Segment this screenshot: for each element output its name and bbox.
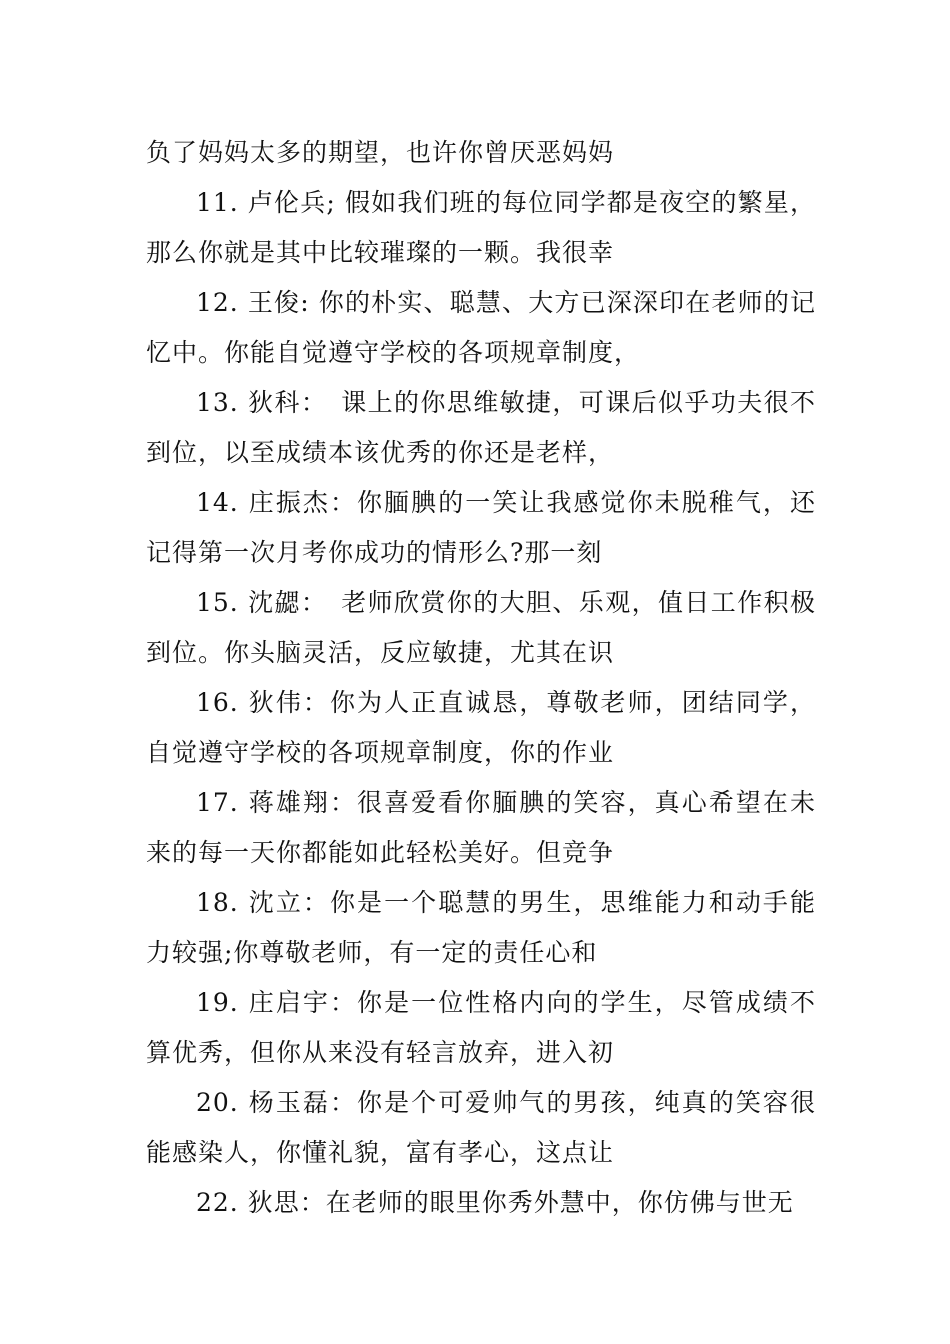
comment-13: 13. 狄科： 课上的你思维敏捷，可课后似乎功夫很不到位，以至成绩本该优秀的你还是老样， xyxy=(146,388,816,467)
comment-12: 12. 王俊: 你的朴实、聪慧、大方已深深印在老师的记忆中。你能自觉遵守学校的各项规章制度， xyxy=(146,288,816,367)
comment-15: 15. 沈勰： 老师欣赏你的大胆、乐观，值日工作积极到位。你头脑灵活，反应敏捷，尤其在识 xyxy=(146,588,816,667)
document-body xyxy=(146,128,816,1228)
comment-22: 22. 狄思：在老师的眼里你秀外慧中，你仿佛与世无 xyxy=(196,1188,794,1217)
comment-11: 11. 卢伦兵; 假如我们班的每位同学都是夜空的繁星，那么你就是其中比较璀璨的一颗。我很幸 xyxy=(146,188,816,267)
comment-17: 17. 蒋雄翔：很喜爱看你腼腆的笑容，真心希望在未来的每一天你都能如此轻松美好。但竞争 xyxy=(146,788,816,867)
comment-14: 14. 庄振杰：你腼腆的一笑让我感觉你未脱稚气，还记得第一次月考你成功的情形么?那一刻 xyxy=(146,488,816,567)
comment-16: 16. 狄伟：你为人正直诚恳，尊敬老师，团结同学，自觉遵守学校的各项规章制度，你的作业 xyxy=(146,688,816,767)
comment-19: 19. 庄启宇：你是一位性格内向的学生，尽管成绩不算优秀，但你从来没有轻言放弃，进入初 xyxy=(146,988,816,1067)
paragraph-continuation: 负了妈妈太多的期望，也许你曾厌恶妈妈 xyxy=(146,138,615,167)
comment-18: 18. 沈立：你是一个聪慧的男生，思维能力和动手能力较强;你尊敬老师，有一定的责任心和 xyxy=(146,888,816,967)
comment-20: 20. 杨玉磊：你是个可爱帅气的男孩，纯真的笑容很能感染人，你懂礼貌，富有孝心，这点让 xyxy=(146,1088,816,1167)
